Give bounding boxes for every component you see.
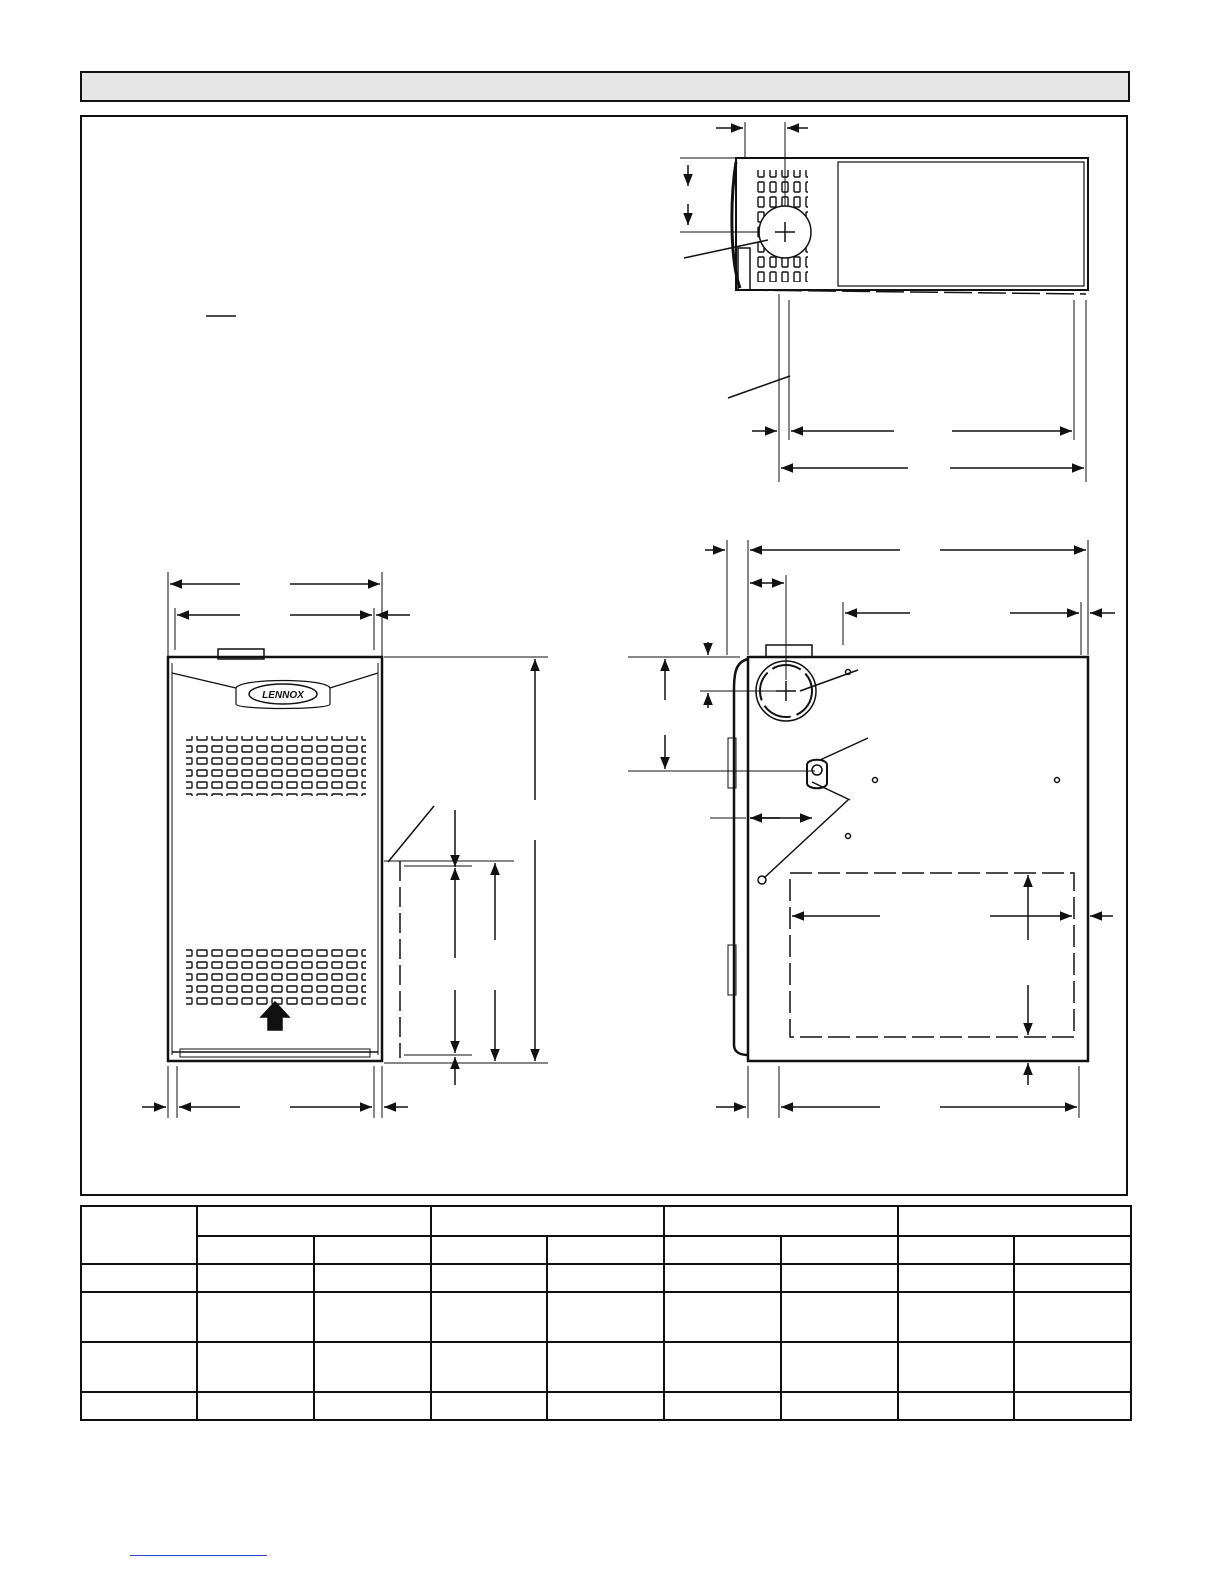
- table-group-header: [197, 1206, 431, 1236]
- table-header-row: [81, 1206, 1131, 1236]
- lennox-logo: [249, 684, 317, 704]
- top-view: [680, 122, 1088, 482]
- side-view: [628, 540, 1115, 1118]
- table-row: [81, 1264, 1131, 1292]
- front-view: [142, 572, 548, 1118]
- top-view-blower-panel: [838, 162, 1084, 286]
- airflow-arrow-icon: [261, 1002, 289, 1030]
- upper-louvers: [186, 736, 366, 796]
- footer-link-underline: [130, 1555, 267, 1556]
- table-group-header: [431, 1206, 665, 1236]
- table-row: [81, 1342, 1131, 1392]
- side-return-air-opening: [790, 873, 1074, 1037]
- table-corner-cell: [81, 1206, 197, 1264]
- dimensions-table: [80, 1205, 1132, 1421]
- table-row: [81, 1392, 1131, 1420]
- table-group-header: [898, 1206, 1132, 1236]
- table-subheader-row: [81, 1236, 1131, 1264]
- svg-text:LENNOX: LENNOX: [262, 690, 304, 701]
- table-group-header: [664, 1206, 898, 1236]
- table-row: [81, 1292, 1131, 1342]
- lower-louvers: [186, 945, 366, 1005]
